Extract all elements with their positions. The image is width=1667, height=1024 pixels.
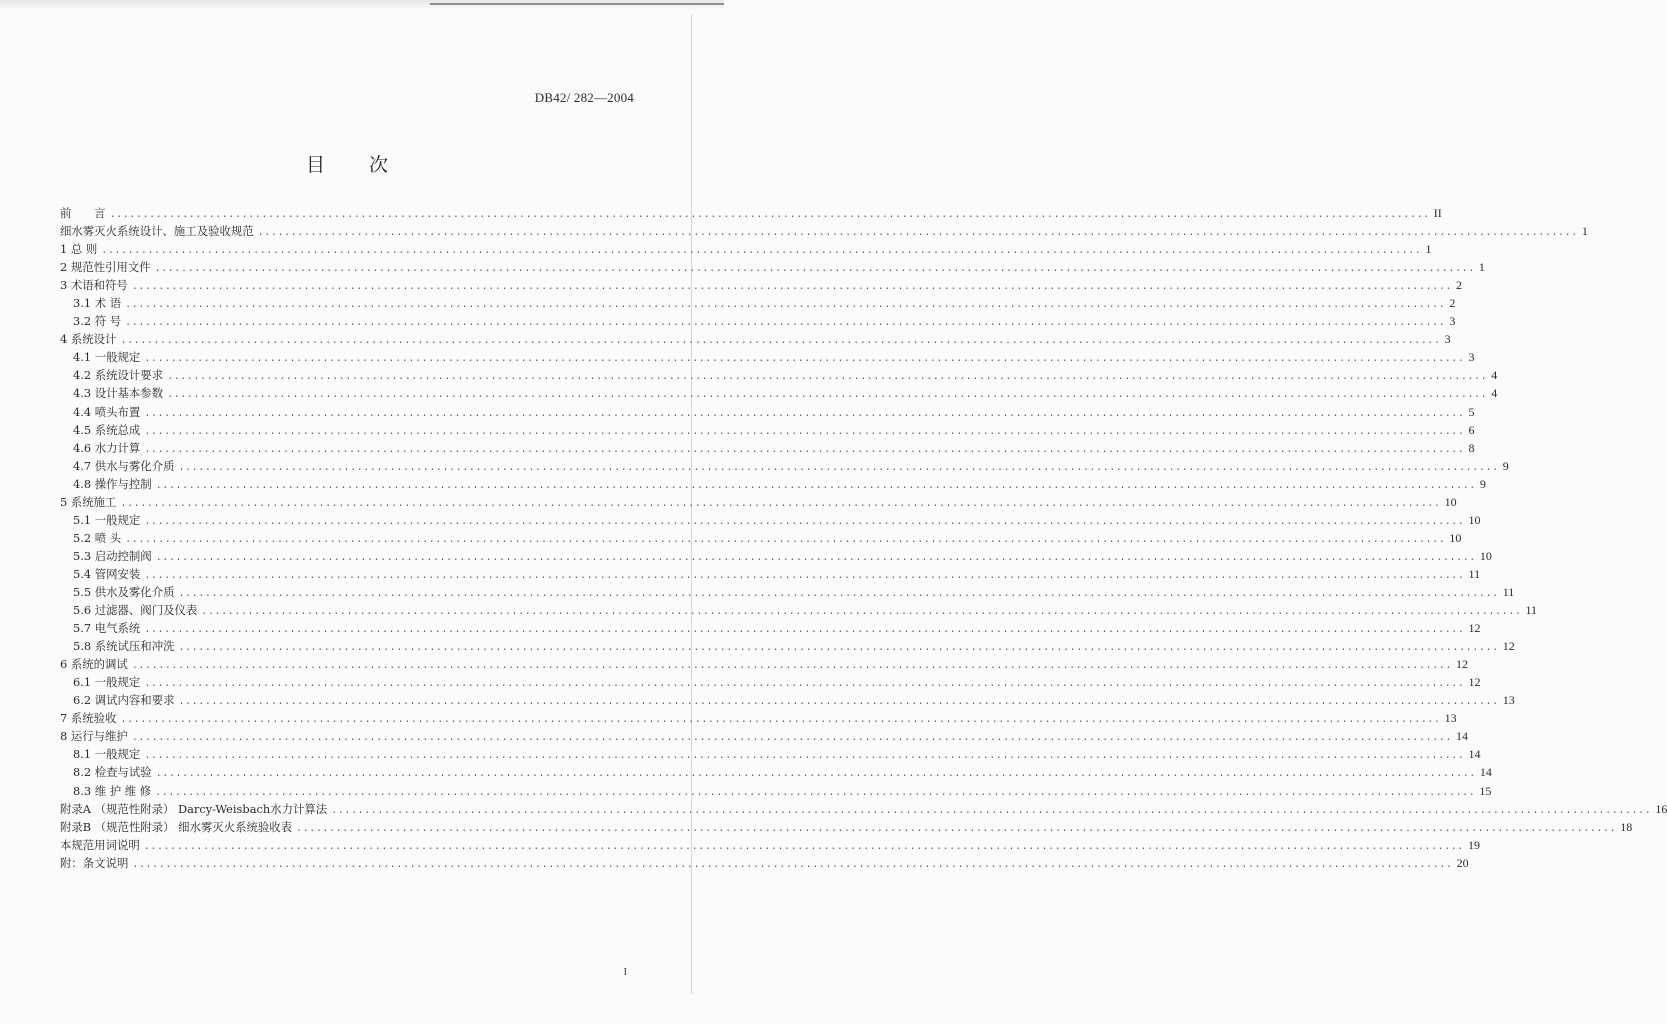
toc-entry[interactable] — [60, 602, 1538, 620]
toc-entry-page: 3 — [1449, 314, 1456, 329]
toc-entry-page: 10 — [1468, 512, 1481, 527]
toc-leader-dots: ........................................................................................................................................................................................................ — [167, 372, 1488, 384]
toc-entry-title: 4.8 操作与控制 — [73, 476, 152, 491]
toc-entry-title: 4.6 水力计算 — [73, 440, 141, 455]
toc-leader-dots: ........................................................................................................................................................................................................ — [144, 426, 1465, 438]
toc-leader-dots: ........................................................................................................................................................................................................ — [167, 390, 1488, 402]
toc-entry[interactable] — [60, 566, 1481, 584]
toc-entry-page: 5 — [1468, 404, 1475, 419]
toc-entry-page: 8 — [1468, 440, 1475, 455]
toc-leader-dots: ........................................................................................................................................................................................................ — [120, 498, 1441, 510]
toc-entry-page: 12 — [1468, 621, 1481, 636]
scan-top-shadow — [0, 0, 724, 10]
toc-entry[interactable] — [60, 277, 1463, 295]
toc-entry[interactable] — [60, 512, 1481, 530]
table-of-contents — [60, 205, 1667, 873]
toc-leader-dots: ........................................................................................................................................................................................................ — [144, 408, 1465, 420]
toc-entry[interactable] — [60, 223, 1588, 241]
toc-entry-page: 19 — [1467, 837, 1480, 852]
toc-entry-title: 前 言 — [60, 206, 106, 220]
toc-leader-dots: ........................................................................................................................................................................................................ — [144, 354, 1465, 366]
toc-entry-title: 3.1 术 语 — [73, 296, 122, 311]
toc-entry-title: 3.2 符 号 — [73, 314, 122, 329]
toc-leader-dots: ........................................................................................................................................................................................................ — [178, 697, 1499, 709]
toc-leader-dots: ........................................................................................................................................................................................................ — [144, 444, 1465, 456]
toc-entry-page: 12 — [1468, 675, 1481, 690]
toc-entry[interactable] — [60, 656, 1469, 674]
toc-entry-page: 11 — [1502, 584, 1515, 599]
toc-leader-dots: ........................................................................................................................................................................................................ — [125, 318, 1446, 330]
toc-entry[interactable] — [60, 855, 1469, 873]
toc-entry-title: 6 系统的调试 — [60, 657, 128, 672]
toc-leader-dots: ........................................................................................................................................................................................................ — [178, 462, 1499, 474]
toc-leader-dots: ........................................................................................................................................................................................................ — [109, 210, 1430, 221]
toc-entry[interactable] — [60, 295, 1456, 313]
toc-entry-title: 5.8 系统试压和冲洗 — [73, 639, 175, 654]
toc-entry-page: 12 — [1502, 639, 1515, 654]
toc-entry-page: 10 — [1479, 548, 1492, 563]
toc-entry-page: 16 — [1655, 801, 1667, 816]
toc-leader-dots: ........................................................................................................................................................................................................ — [101, 246, 1422, 258]
toc-entry[interactable] — [60, 620, 1481, 638]
toc-entry-page: 2 — [1456, 278, 1463, 293]
toc-entry-title: 5 系统施工 — [60, 494, 117, 509]
toc-entry-title: 4.1 一般规定 — [73, 350, 141, 365]
toc-entry-title: 6.2 调试内容和要求 — [73, 693, 175, 708]
toc-entry[interactable] — [60, 783, 1492, 801]
toc-entry-page: 18 — [1620, 819, 1633, 834]
toc-entry-page: 20 — [1456, 855, 1469, 870]
toc-entry-title: 8 运行与维护 — [60, 729, 128, 744]
toc-entry[interactable] — [60, 241, 1432, 259]
toc-entry[interactable] — [60, 385, 1498, 403]
toc-entry-page: 15 — [1479, 783, 1492, 798]
toc-entry[interactable] — [60, 692, 1515, 710]
toc-entry-title: 5.1 一般规定 — [73, 512, 141, 527]
toc-leader-dots: ........................................................................................................................................................................................................ — [155, 480, 1476, 492]
toc-leader-dots: ........................................................................................................................................................................................................ — [125, 300, 1446, 312]
toc-leader-dots: ........................................................................................................................................................................................................ — [125, 534, 1446, 546]
toc-entry-title: 5.6 过滤器、阀门及仪表 — [73, 603, 198, 618]
toc-entry-title: 本规范用词说明 — [60, 837, 140, 852]
toc-entry[interactable] — [60, 530, 1462, 548]
toc-entry[interactable] — [60, 422, 1475, 440]
toc-entry[interactable] — [60, 584, 1515, 602]
toc-entry-title: 4.2 系统设计要求 — [73, 368, 164, 383]
toc-entry-page: 2 — [1449, 296, 1456, 311]
toc-entry-page: 4 — [1491, 368, 1498, 383]
toc-entry[interactable] — [60, 710, 1457, 728]
toc-entry-page: 3 — [1468, 350, 1475, 365]
toc-entry[interactable] — [60, 801, 1667, 819]
toc-entry-page: 4 — [1491, 386, 1498, 401]
toc-entry-title: 8.2 检查与试验 — [73, 765, 152, 780]
toc-leader-dots: ........................................................................................................................................................................................................ — [201, 607, 1522, 619]
toc-leader-dots: ........................................................................................................................................................................................................ — [132, 859, 1453, 871]
toc-entry-page: 14 — [1468, 747, 1481, 762]
toc-entry-title: 附录B （规范性附录） 细水雾灭火系统验收表 — [60, 819, 293, 834]
toc-entry-title: 1 总 则 — [60, 242, 98, 257]
toc-leader-dots: ........................................................................................................................................................................................................ — [144, 570, 1465, 582]
toc-entry[interactable] — [60, 313, 1456, 331]
toc-leader-dots: ........................................................................................................................................................................................................ — [257, 228, 1578, 240]
toc-entry-title: 5.4 管网安装 — [73, 566, 141, 581]
toc-entry[interactable] — [60, 746, 1481, 764]
toc-leader-dots: ........................................................................................................................................................................................................ — [155, 787, 1476, 799]
document-code: DB42/ 282—2004 — [534, 90, 634, 105]
toc-entry-page: 12 — [1456, 657, 1469, 672]
toc-entry[interactable] — [60, 404, 1475, 422]
toc-leader-dots: ........................................................................................................................................................................................................ — [178, 588, 1499, 600]
toc-leader-dots: ........................................................................................................................................................................................................ — [131, 282, 1453, 294]
toc-entry-page: 1 — [1478, 260, 1485, 275]
toc-leader-dots: ........................................................................................................................................................................................................ — [296, 823, 1617, 835]
toc-entry[interactable] — [60, 674, 1481, 692]
toc-leader-dots: ........................................................................................................................................................................................................ — [155, 769, 1476, 781]
toc-entry[interactable] — [60, 367, 1498, 385]
toc-entry-page: 11 — [1525, 603, 1538, 618]
toc-entry[interactable] — [60, 819, 1633, 837]
toc-entry[interactable] — [60, 458, 1509, 476]
toc-entry[interactable] — [60, 476, 1486, 494]
toc-leader-dots: ........................................................................................................................................................................................................ — [120, 715, 1441, 727]
toc-entry-page: 13 — [1502, 693, 1515, 708]
toc-entry-title: 4.7 供水与雾化介质 — [73, 458, 175, 473]
toc-entry[interactable] — [60, 638, 1515, 656]
toc-entry[interactable] — [60, 494, 1457, 512]
toc-entry-page: 3 — [1444, 332, 1451, 347]
toc-entry-page: 9 — [1479, 476, 1486, 491]
toc-entry-page: 14 — [1479, 765, 1492, 780]
toc-leader-dots: ........................................................................................................................................................................................................ — [331, 805, 1652, 817]
toc-leader-dots: ........................................................................................................................................................................................................ — [131, 661, 1453, 673]
toc-entry[interactable] — [60, 259, 1485, 277]
toc-entry-page: 1 — [1425, 242, 1432, 257]
toc-entry-page: 11 — [1468, 566, 1481, 581]
toc-title: 目次 — [305, 154, 432, 176]
toc-leader-dots: ........................................................................................................................................................................................................ — [143, 841, 1464, 853]
toc-entry-page: II — [1433, 206, 1442, 220]
top-rule — [430, 3, 724, 5]
toc-entry-title: 4.5 系统总成 — [73, 422, 141, 437]
toc-entry-title: 细水雾灭火系统设计、施工及验收规范 — [60, 224, 254, 239]
toc-entry[interactable] — [60, 764, 1492, 782]
toc-leader-dots: ........................................................................................................................................................................................................ — [154, 264, 1475, 276]
toc-entry-title: 4 系统设计 — [60, 332, 117, 347]
toc-entry-title: 2 规范性引用文件 — [60, 260, 151, 275]
toc-entry-page: 10 — [1449, 530, 1462, 545]
toc-leader-dots: ........................................................................................................................................................................................................ — [144, 625, 1465, 637]
toc-entry-title: 附：条文说明 — [60, 855, 129, 870]
toc-leader-dots: ........................................................................................................................................................................................................ — [144, 679, 1465, 691]
toc-leader-dots: ........................................................................................................................................................................................................ — [144, 516, 1465, 528]
toc-entry[interactable] — [60, 331, 1451, 349]
toc-entry-title: 7 系统验收 — [60, 711, 117, 726]
toc-entry-title: 8.3 维 护 维 修 — [73, 783, 152, 798]
toc-entry-page: 10 — [1444, 494, 1457, 509]
toc-leader-dots: ........................................................................................................................................................................................................ — [131, 733, 1453, 745]
toc-entry-title: 5.3 启动控制阀 — [73, 548, 152, 563]
toc-entry-page: 9 — [1502, 458, 1509, 473]
toc-entry-page: 6 — [1468, 422, 1475, 437]
toc-entry[interactable] — [60, 728, 1469, 746]
toc-entry[interactable] — [60, 837, 1480, 855]
toc-entry-title: 8.1 一般规定 — [73, 747, 141, 762]
toc-entry-title: 5.5 供水及雾化介质 — [73, 584, 175, 599]
toc-entry-page: 13 — [1444, 711, 1457, 726]
toc-entry[interactable] — [60, 440, 1475, 458]
toc-entry-page: 14 — [1456, 729, 1469, 744]
toc-leader-dots: ........................................................................................................................................................................................................ — [178, 643, 1499, 655]
toc-entry-title: 3 术语和符号 — [60, 278, 128, 293]
toc-entry-title: 4.3 设计基本参数 — [73, 386, 164, 401]
toc-entry-page: 1 — [1581, 224, 1588, 239]
page-number: I — [623, 967, 627, 978]
toc-entry-title: 5.7 电气系统 — [73, 621, 141, 636]
toc-entry[interactable] — [60, 548, 1492, 566]
toc-entry-title: 5.2 喷 头 — [73, 530, 122, 545]
toc-leader-dots: ........................................................................................................................................................................................................ — [155, 552, 1476, 564]
toc-entry-title: 4.4 喷头布置 — [73, 404, 141, 419]
toc-leader-dots: ........................................................................................................................................................................................................ — [144, 751, 1465, 763]
toc-leader-dots: ........................................................................................................................................................................................................ — [120, 336, 1441, 348]
toc-entry-title: 附录A （规范性附录） Darcy-Weisbach水力计算法 — [60, 801, 328, 816]
toc-entry[interactable] — [60, 349, 1475, 367]
toc-entry[interactable] — [60, 205, 1442, 223]
toc-entry-title: 6.1 一般规定 — [73, 675, 141, 690]
